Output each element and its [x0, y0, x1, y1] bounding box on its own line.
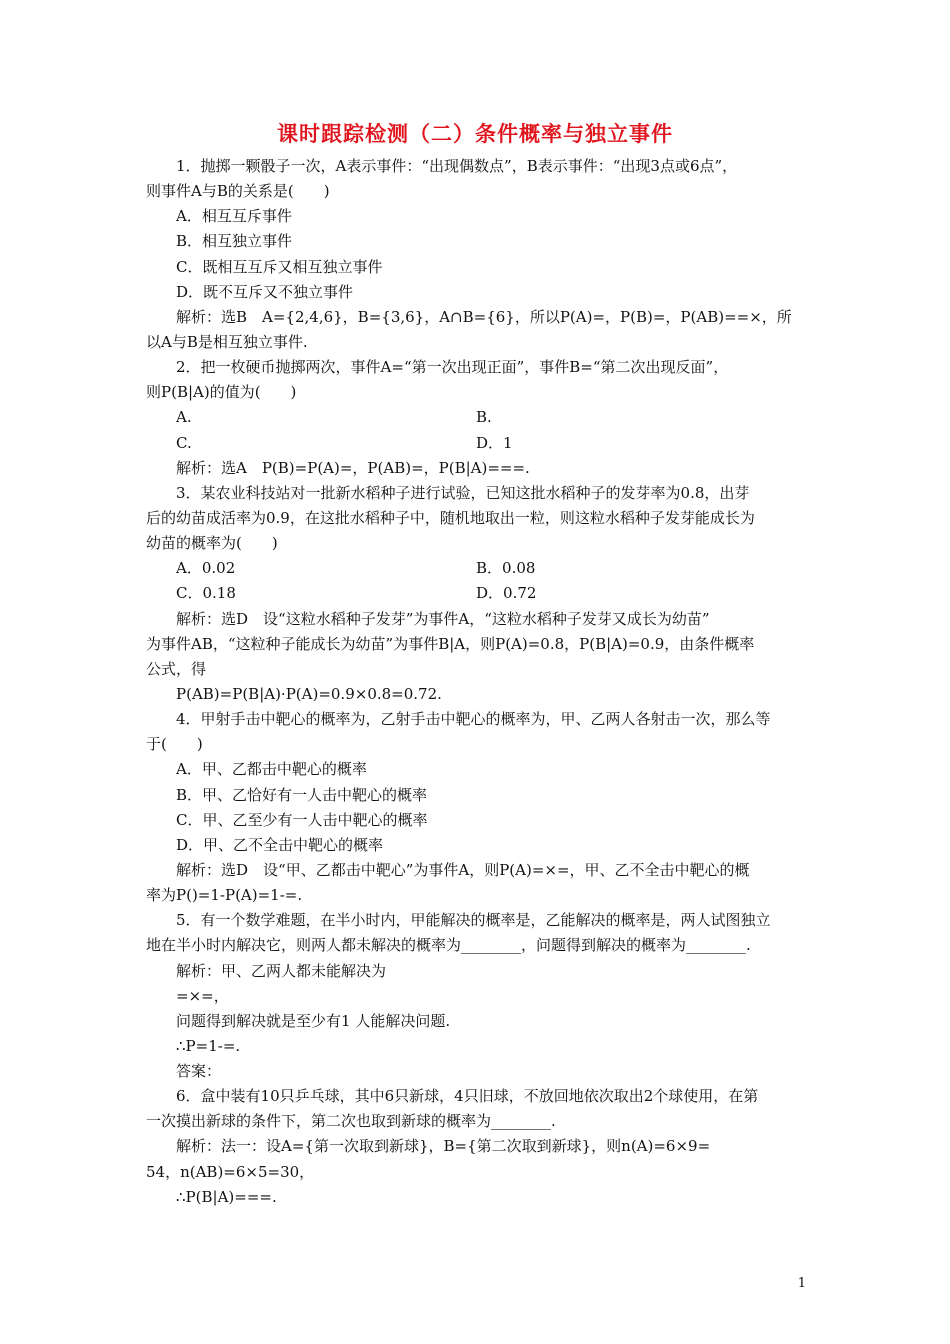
text-line: =×=， [176, 986, 229, 1005]
option-left: A．0.02 [176, 559, 236, 578]
page-title: 课时跟踪检测（二）条件概率与独立事件 [277, 121, 673, 146]
text-line: 为事件AB，“这粒种子能成长为幼苗”为事件B|A，则P(A)=0.8，P(B|A)=0.9，由条件概率 [146, 634, 755, 653]
text-line: 则P(B|A)的值为( ) [146, 383, 297, 402]
option-right: B．0.08 [476, 559, 536, 578]
text-line: ∴P(B|A)===. [176, 1187, 277, 1206]
option-row [146, 581, 808, 606]
text-line: 1．抛掷一颗骰子一次，A表示事件：“出现偶数点”，B表示事件：“出现3点或6点”， [176, 157, 738, 175]
option-left: C. [176, 433, 192, 452]
text-line: ∴P=1-=. [176, 1036, 241, 1055]
text-line: 3．某农业科技站对一批新水稻种子进行试验，已知这批水稻种子的发芽率为0.8，出芽 [176, 483, 750, 502]
text-line: 问题得到解决就是至少有1 人能解决问题. [176, 1011, 451, 1030]
text-line: 5．有一个数学难题，在半小时内，甲能解决的概率是，乙能解决的概率是，两人试图独立 [176, 911, 771, 930]
text-line: C．甲、乙至少有一人击中靶心的概率 [176, 810, 428, 829]
text-line: 以A与B是相互独立事件. [146, 332, 308, 351]
text-line: 解析：选D 设“这粒水稻种子发芽”为事件A，“这粒水稻种子发芽又成长为幼苗” [176, 609, 710, 628]
text-line: B．相互独立事件 [176, 232, 293, 251]
option-right: D．1 [476, 433, 513, 452]
text-line: 答案： [176, 1062, 222, 1081]
text-line: A．相互互斥事件 [176, 207, 292, 226]
text-line: 公式，得 [146, 659, 207, 678]
text-line: 后的幼苗成活率为0.9，在这批水稻种子中，随机地取出一粒，则这粒水稻种子发芽能成长为 [146, 508, 755, 527]
text-line: P(AB)=P(B|A)·P(A)=0.9×0.8=0.72. [176, 684, 442, 703]
text-line: 则事件A与B的关系是( ) [146, 182, 330, 201]
option-left: C．0.18 [176, 584, 236, 603]
text-line: 2．把一枚硬币抛掷两次，事件A=“第一次出现正面”，事件B=“第二次出现反面”， [176, 358, 729, 377]
option-right: D．0.72 [476, 584, 537, 603]
text-line: B．甲、乙恰好有一人击中靶心的概率 [176, 785, 428, 804]
text-line: 解析：选D 设“甲、乙都击中靶心”为事件A，则P(A)=×=，甲、乙不全击中靶心的概 [176, 860, 750, 879]
page-number: 1 [797, 1276, 806, 1291]
text-line: A．甲、乙都击中靶心的概率 [176, 760, 367, 779]
option-right: B. [476, 408, 492, 427]
text-line: 率为P()=1-P(A)=1-=. [146, 886, 303, 905]
text-line: 一次摸出新球的条件下，第二次也取到新球的概率为________. [146, 1112, 556, 1131]
text-line: 幼苗的概率为( ) [146, 534, 278, 553]
text-line: 6．盒中装有10只乒乓球，其中6只新球，4只旧球，不放回地依次取出2个球使用，在第 [176, 1087, 759, 1106]
text-line: 解析：选A P(B)=P(A)=，P(AB)=，P(B|A)===. [176, 458, 530, 477]
text-line: C．既相互互斥又相互独立事件 [176, 257, 383, 276]
text-line: 于( ) [146, 735, 203, 754]
text-line: 地在半小时内解决它，则两人都未解决的概率为________，问题得到解决的概率为________. [146, 936, 751, 955]
text-line: 解析：法一：设A={第一次取到新球}，B={第二次取到新球}，则n(A)=6×9= [176, 1137, 711, 1156]
text-line: 解析：甲、乙两人都未能解决为 [176, 961, 387, 980]
text-line: D．既不互斥又不独立事件 [176, 282, 354, 301]
option-row [146, 431, 808, 456]
text-line: 4．甲射手击中靶心的概率为，乙射手击中靶心的概率为，甲、乙两人各射击一次，那么等 [176, 710, 771, 729]
option-left: A. [176, 408, 192, 427]
document-body [146, 154, 808, 1210]
option-row [146, 405, 808, 430]
option-row [146, 556, 808, 581]
text-line: 解析：选B A={2,4,6}，B={3,6}，A∩B={6}，所以P(A)=，P(B)=，P(AB)==×，所 [176, 307, 792, 326]
text-line: D．甲、乙不全击中靶心的概率 [176, 835, 384, 854]
text-line: 54，n(AB)=6×5=30， [146, 1162, 315, 1181]
